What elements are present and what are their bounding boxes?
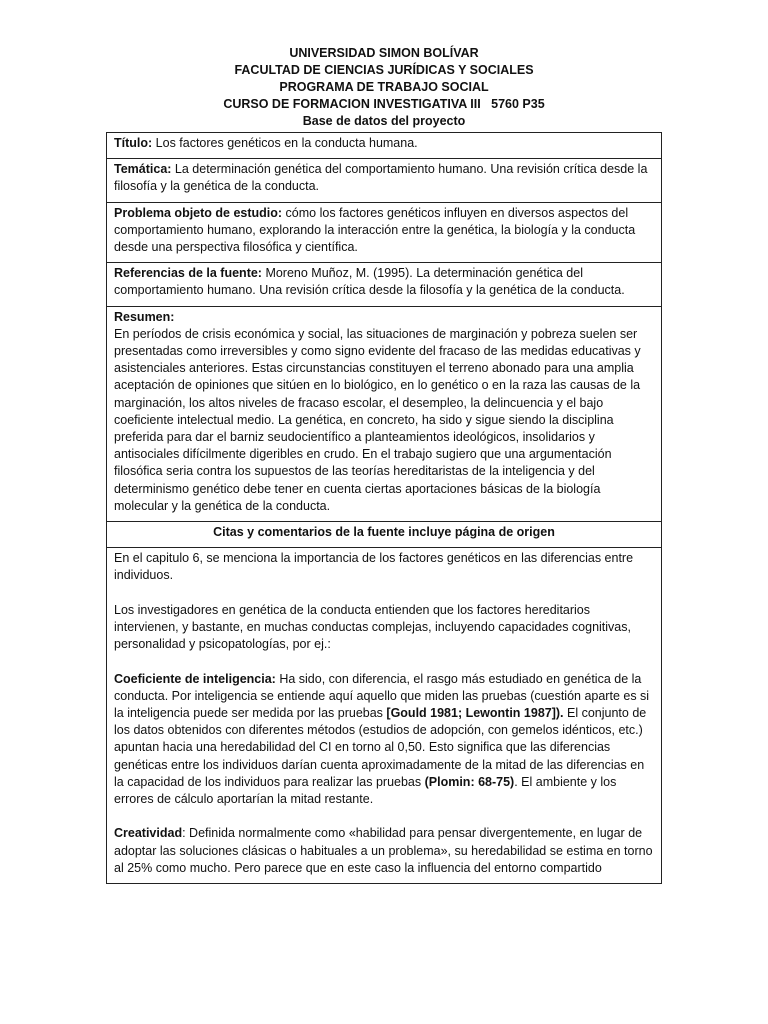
citas-paragraph-2: Los investigadores en genética de la conducta entienden que los factores hereditarios intervienen, y bastante, en muchas conductas complejas, incluyendo capacidades cognitivas, personalidad y psicopatologías, por ej.: <box>114 602 631 652</box>
course-name: CURSO DE FORMACION INVESTIGATIVA III 5760 P35 <box>223 97 545 111</box>
document-title: Base de datos del proyecto <box>302 114 466 128</box>
inteligencia-reference-2: (Plomin: 68-75) <box>424 774 515 789</box>
faculty-name: FACULTAD DE CIENCIAS JURÍDICAS Y SOCIALES <box>234 63 534 77</box>
problema-label: Problema objeto de estudio: <box>114 205 283 220</box>
referencias-text: Moreno Muñoz, M. (1995). La determinación genética del comportamiento humano. Una revisión crítica desde la filosofía y la genética de la conducta. <box>114 266 625 298</box>
citas-paragraph-3 <box>114 671 654 809</box>
program-name: PROGRAMA DE TRABAJO SOCIAL <box>279 80 489 94</box>
row-citas-body <box>107 548 662 884</box>
cell-tematica <box>107 159 662 202</box>
cell-titulo <box>107 133 662 159</box>
citas-paragraph-4 <box>114 825 654 877</box>
creatividad-label: Creatividad <box>114 826 183 841</box>
resumen-text: En períodos de crisis económica y social, las situaciones de marginación y pobreza suelen ser presentadas como irreversibles y como signo evidente del fracaso de las medidas educativas y asistenciales anteriores. Estas circunstancias constituyen el terreno abonado para una amplia aceptación de opiniones que sitúen en lo biológico, en lo genético o en la raza las causas de la marginación, los altos niveles de fracaso escolar, el desempleo, la delincuencia y el bajo coeficiente intelectual medio. La genética, en concreto, ha sido y sigue siendo la disciplina preferida para dar el barniz seudocientífico a planteamientos ideológicos, insolidarios y antisociales difícilmente digeribles en crudo. En el trabajo sugiero que una argumentación filosófica seria contra los supuestos de las teorías hereditaristas de la inteligencia y del determinismo genético debe tener en cuenta ciertas aportaciones básicas de la biología molecular y la genética de la conducta. <box>114 326 641 513</box>
referencias-label: Referencias de la fuente: <box>114 266 262 281</box>
titulo-text: Los factores genéticos en la conducta humana. <box>152 136 418 150</box>
inteligencia-text-a: Ha sido, con diferencia, el rasgo más estudiado en genética de la conducta. Por inteligencia se entiende aquí aquello que miden las pruebas (cuestión aparte es si la inteligencia puede ser medida por las pruebas <box>114 671 650 721</box>
citas-heading: Citas y comentarios de la fuente incluye página de origen <box>107 522 662 548</box>
inteligencia-text-b: El conjunto de los datos obtenidos con diferentes métodos (estudios de adopción, con gemelos idénticos, etc.) apuntan hacia una heredabilidad del CI en torno al 0,50. Esto significa que las diferencias genéticas entre los individuos darían cuenta aproximadamente de la mitad de las diferencias en la capacidad de los individuos para realizar las pruebas <box>114 706 647 789</box>
row-tematica <box>107 159 662 202</box>
tematica-text: La determinación genética del comportamiento humano. Una revisión crítica desde la filosofía y la genética de la conducta. <box>114 162 648 194</box>
row-citas-heading <box>107 522 662 548</box>
citas-paragraph-1: En el capitulo 6, se menciona la importancia de los factores genéticos en las diferencias entre individuos. <box>114 551 634 583</box>
row-referencias <box>107 263 662 306</box>
row-titulo <box>107 133 662 159</box>
cell-problema <box>107 202 662 263</box>
problema-text: cómo los factores genéticos influyen en diversos aspectos del comportamiento humano, explorando la interacción entre la genética, la biología y la conducta desde una perspectiva filosófica y científica. <box>114 205 636 255</box>
project-database-table <box>106 132 662 884</box>
cell-resumen <box>107 306 662 521</box>
creatividad-text: : Definida normalmente como «habilidad para pensar divergentemente, en lugar de adoptar las soluciones clásicas o habituales a un problema», su heredabilidad se estima en torno al 25% como mucho. Pero parece que en este caso la influencia del entorno compartido <box>114 826 653 875</box>
titulo-label: Título: <box>114 136 153 150</box>
resumen-label: Resumen: <box>114 309 175 324</box>
row-resumen <box>107 306 662 521</box>
inteligencia-label: Coeficiente de inteligencia: <box>114 671 276 686</box>
tematica-label: Temática: <box>114 162 172 177</box>
document-header <box>106 45 662 130</box>
row-problema <box>107 202 662 263</box>
cell-referencias <box>107 263 662 306</box>
cell-citas <box>107 548 662 884</box>
inteligencia-text-c: . El ambiente y los errores de cálculo aportarían la mitad restante. <box>114 774 617 807</box>
university-name: UNIVERSIDAD SIMON BOLÍVAR <box>289 46 479 60</box>
inteligencia-reference-1: [Gould 1981; Lewontin 1987]). <box>386 706 564 721</box>
